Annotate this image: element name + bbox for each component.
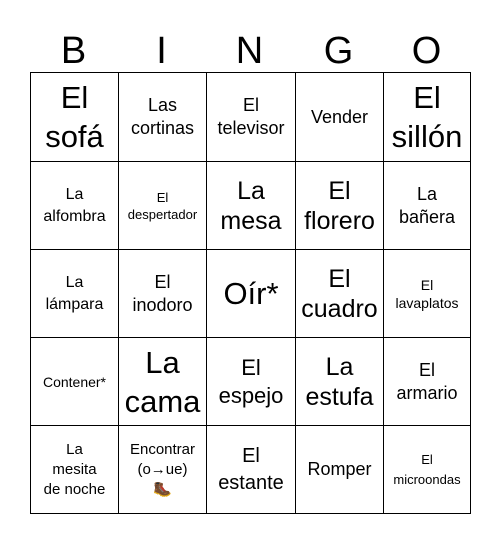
bingo-cell[interactable] [207, 250, 295, 337]
header-letter-n: N [235, 30, 265, 72]
cell-text: La bañera [398, 183, 456, 227]
cell-text: Oír* [223, 276, 279, 311]
header-letter-g: G [323, 30, 355, 72]
cell-text: El lavaplatos [395, 276, 459, 311]
bingo-cell[interactable] [384, 162, 470, 249]
cell-text: El sofá [45, 80, 104, 154]
cell-text: Encontrar (o→ue) [129, 440, 196, 478]
bingo-cell[interactable] [207, 162, 295, 249]
cell-text: La estufa [305, 352, 374, 411]
bingo-cell[interactable] [119, 426, 206, 513]
bingo-cell[interactable] [31, 73, 118, 161]
cell-text: La lámpara [45, 273, 104, 313]
bingo-cell[interactable] [296, 162, 383, 249]
bingo-cell[interactable] [31, 338, 118, 425]
header-letter-b: B [60, 30, 88, 72]
bingo-board [30, 72, 471, 514]
bingo-cell[interactable] [207, 73, 295, 161]
cell-text: Romper [307, 459, 372, 479]
cell-text-with-icon [130, 426, 195, 513]
bingo-cell[interactable] [119, 73, 206, 161]
cell-text: Contener* [42, 373, 107, 390]
cell-text: La mesa [220, 176, 282, 235]
bingo-cell[interactable] [31, 250, 118, 337]
bingo-cell[interactable] [296, 250, 383, 337]
bingo-cell[interactable] [296, 426, 383, 513]
cell-text: El cuadro [301, 264, 378, 323]
bingo-cell[interactable] [119, 338, 206, 425]
cell-text: El sillón [391, 80, 463, 154]
cell-text: La alfombra [43, 185, 106, 225]
bingo-cell[interactable] [119, 162, 206, 249]
cell-text: La mesita de noche [43, 440, 106, 498]
cell-text: La cama [124, 344, 201, 419]
bingo-cell[interactable] [296, 338, 383, 425]
cell-text: El estante [218, 444, 284, 494]
cell-text: El armario [396, 359, 458, 403]
bingo-cell[interactable] [31, 426, 118, 513]
header-letter-i: I [156, 30, 168, 72]
cell-text: El despertador [127, 189, 198, 222]
bingo-cell[interactable] [296, 73, 383, 161]
bingo-cell[interactable] [384, 338, 470, 425]
bingo-cell[interactable] [384, 426, 470, 513]
bingo-cell[interactable] [207, 426, 295, 513]
cell-text: Las cortinas [130, 95, 195, 138]
bingo-cell[interactable] [384, 73, 470, 161]
boot-icon: 🥾 [153, 480, 172, 498]
bingo-cell[interactable] [119, 250, 206, 337]
header-letter-o: O [411, 30, 443, 72]
cell-text: El microondas [393, 451, 461, 487]
cell-text: El espejo [218, 354, 284, 408]
bingo-cell[interactable] [207, 338, 295, 425]
bingo-cell[interactable] [384, 250, 470, 337]
cell-text: Vender [310, 106, 369, 127]
cell-text: El televisor [217, 95, 285, 138]
bingo-header [30, 30, 471, 72]
cell-text: El florero [304, 176, 375, 235]
cell-text: El inodoro [132, 271, 193, 315]
bingo-cell[interactable] [31, 162, 118, 249]
